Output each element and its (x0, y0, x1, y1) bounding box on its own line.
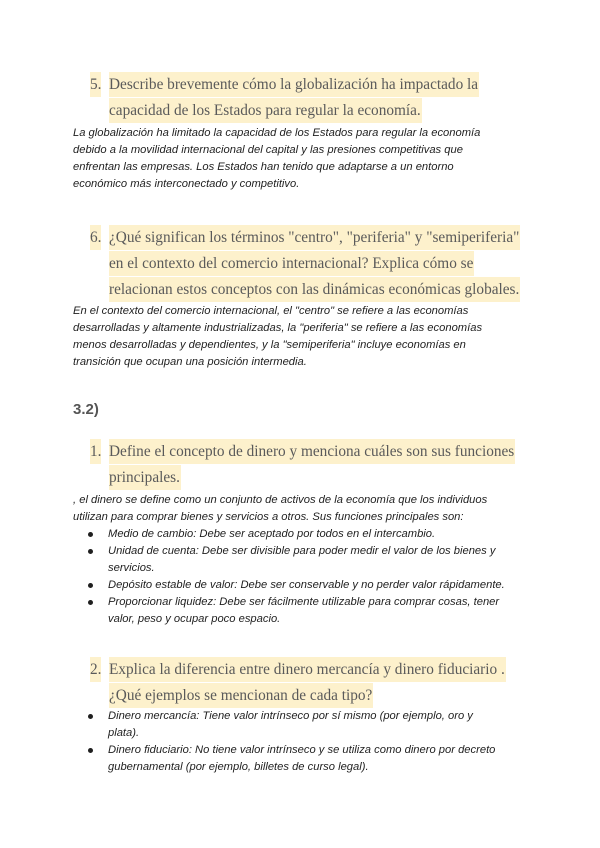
answer-text-line: desarrolladas y altamente industrializadas, la "periferia" se refiere a las economías (73, 322, 483, 334)
list-item-text: servicios. (108, 562, 155, 574)
answer-text-line: económico más interconectado y competitivo. (73, 178, 300, 190)
answer-text-line: debido a la movilidad internacional del capital y las presiones competitivas que (73, 144, 463, 156)
list-item (78, 742, 538, 776)
list-item-text: Proporcionar liquidez: Debe ser fácilmente utilizable para comprar cosas, tener (108, 596, 500, 608)
question-6 (90, 225, 530, 303)
answer-text-line: La globalización ha limitado la capacidad de los Estados para regular la economía (73, 127, 481, 139)
list-item (78, 526, 538, 543)
list-item-text: Unidad de cuenta: Debe ser divisible para poder medir el valor de los bienes y (108, 545, 496, 557)
bullet-icon (88, 748, 93, 753)
list-item-text: Dinero mercancía: Tiene valor intrínseco por sí mismo (por ejemplo, oro y (108, 710, 473, 722)
question-text-line: Describe brevemente cómo la globalización ha impactado la (109, 72, 479, 97)
section-heading: 3.2) (73, 401, 99, 418)
answer-text-line: , el dinero se define como un conjunto de activos de la economía que los individuos (73, 494, 488, 506)
bullet-icon (88, 600, 93, 605)
answer-text-line: utilizan para comprar bienes y servicios a otros. Sus funciones principales son: (73, 511, 464, 523)
list-item-text: Depósito estable de valor: Debe ser conservable y no perder valor rápidamente. (108, 579, 505, 591)
list-item (78, 594, 538, 628)
answer-text-line: En el contexto del comercio internacional, el "centro" se refiere a las economías (73, 305, 469, 317)
list-item-text: valor, peso y ocupar poco espacio. (108, 613, 281, 625)
question-number: 6. (90, 225, 101, 250)
bullet-icon (88, 714, 93, 719)
answer-6 (73, 303, 533, 371)
list-item (78, 708, 538, 742)
question-5 (90, 72, 510, 124)
question-number: 1. (90, 439, 101, 464)
question-number: 2. (90, 657, 101, 682)
question-text-line: ¿Qué ejemplos se mencionan de cada tipo? (109, 683, 373, 708)
list-item-text: gubernamental (por ejemplo, billetes de curso legal). (108, 761, 369, 773)
list-item (78, 577, 538, 594)
answer-text-line: menos desarrolladas y dependientes, y la "semiperiferia" incluye economías en (73, 339, 466, 351)
question-text-line: en el contexto del comercio internacional? Explica cómo se (109, 251, 474, 276)
bullet-icon (88, 583, 93, 588)
question-text-line: Define el concepto de dinero y menciona cuáles son sus funciones (109, 439, 515, 464)
answer-1-intro (73, 492, 533, 526)
question-1 (90, 439, 515, 491)
list-item-text: plata). (108, 727, 140, 739)
question-number: 5. (90, 72, 101, 97)
answer-2-bullet-list (78, 708, 538, 776)
question-text-line: relacionan estos conceptos con las dinámicas económicas globales. (109, 277, 520, 302)
question-2 (90, 657, 510, 709)
answer-5 (73, 125, 533, 193)
bullet-icon (88, 532, 93, 537)
question-text-line: ¿Qué significan los términos "centro", "periferia" y "semiperiferia" (109, 225, 520, 250)
answer-text-line: transición que ocupan una posición intermedia. (73, 356, 307, 368)
answer-text-line: enfrentan las empresas. Los Estados han tenido que adaptarse a un entorno (73, 161, 454, 173)
bullet-icon (88, 549, 93, 554)
question-text-line: Explica la diferencia entre dinero mercancía y dinero fiduciario . (109, 657, 506, 682)
list-item-text: Medio de cambio: Debe ser aceptado por todos en el intercambio. (108, 528, 436, 540)
answer-1-bullet-list (78, 526, 538, 628)
question-text-line: principales. (109, 465, 181, 490)
list-item-text: Dinero fiduciario: No tiene valor intrínseco y se utiliza como dinero por decreto (108, 744, 496, 756)
list-item (78, 543, 538, 577)
question-text-line: capacidad de los Estados para regular la economía. (109, 98, 422, 123)
